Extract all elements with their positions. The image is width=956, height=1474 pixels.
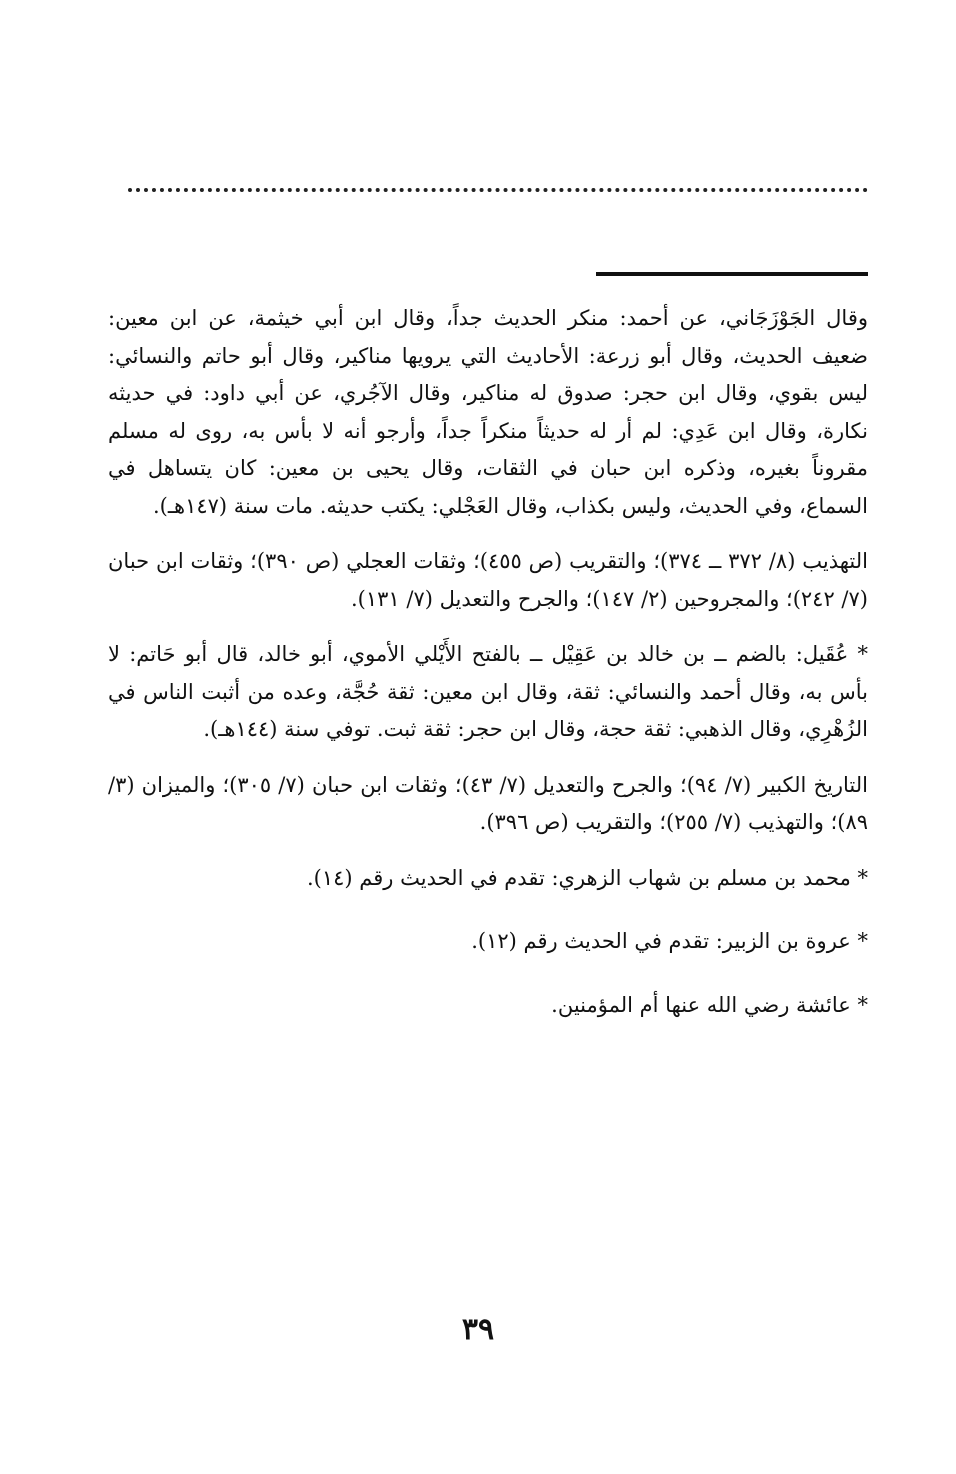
references-paragraph-2: التاريخ الكبير (٧/ ٩٤)؛ والجرح والتعديل (٧/ ٤٣)؛ وثقات ابن حبان (٧/ ٣٠٥)؛ والميزان (٣/ ٨٩)؛ والتهذيب (٧/ ٢٥٥)؛ والتقريب (ص ٣٩٦).	[108, 772, 868, 834]
footnote-rule	[596, 272, 868, 276]
page-number: ٣٩	[461, 1312, 495, 1347]
references-paragraph-1: التهذيب (٨/ ٣٧٢ ــ ٣٧٤)؛ والتقريب (ص ٤٥٥)؛ وثقات العجلي (ص ٣٩٠)؛ وثقات ابن حبان (٧/ ٢٤٢)؛ والمجروحين (٢/ ١٤٧)؛ والجرح والتعديل (٧/ ١٣١).	[108, 549, 868, 611]
page-body	[108, 300, 868, 1050]
bullet-item-urwa: * عروة بن الزبير: تقدم في الحديث رقم (١٢).	[471, 929, 868, 953]
narrator-paragraph-2: * عُقَيل: بالضم ــ بن خالد بن عَقِيْل ــ بالفتح الأَيْلي الأموي، أبو خالد، قال أبو حَاتم: لا بأس به، وقال أحمد والنسائي: ثقة، وقال ابن معين: ثقة حُجَّة، وعده من أثبت الناس في الزُهْرِي، وقال الذهبي: ثقة حجة، وقال ابن حجر: ثقة ثبت. توفي سنة (١٤٤هـ).	[108, 642, 868, 741]
bullet-item-zuhri: * محمد بن مسلم بن شهاب الزهري: تقدم في الحديث رقم (١٤).	[306, 865, 868, 890]
narrator-paragraph-1: وقال الجَوْزَجَاني، عن أحمد: منكر الحديث جداً، وقال ابن أبي خيثمة، عن ابن معين: ضعيف الحديث، وقال أبو زرعة: الأحاديث التي يرويها مناكير، وقال أبو حاتم والنسائي: ليس بقوي، وقال ابن حجر: صدوق له مناكير، وقال الآجُري، عن أبي داود: في حديثه نكارة، وقال ابن عَدِي: لم أر له حديثاً منكراً جداً، وأرجو أنه لا بأس به، روى له مسلم مقروناً بغيره، وذكره ابن حبان في الثقات، وقال يحيى بن معين: كان يتساهل في السماع، وفي الحديث، وليس بكذاب، وقال العَجْلي: يكتب حديثه. مات سنة (١٤٧هـ).	[108, 306, 868, 518]
dotted-separator	[128, 188, 868, 202]
bullet-item-aisha: * عائشة رضي الله عنها أم المؤمنين.	[551, 992, 868, 1017]
